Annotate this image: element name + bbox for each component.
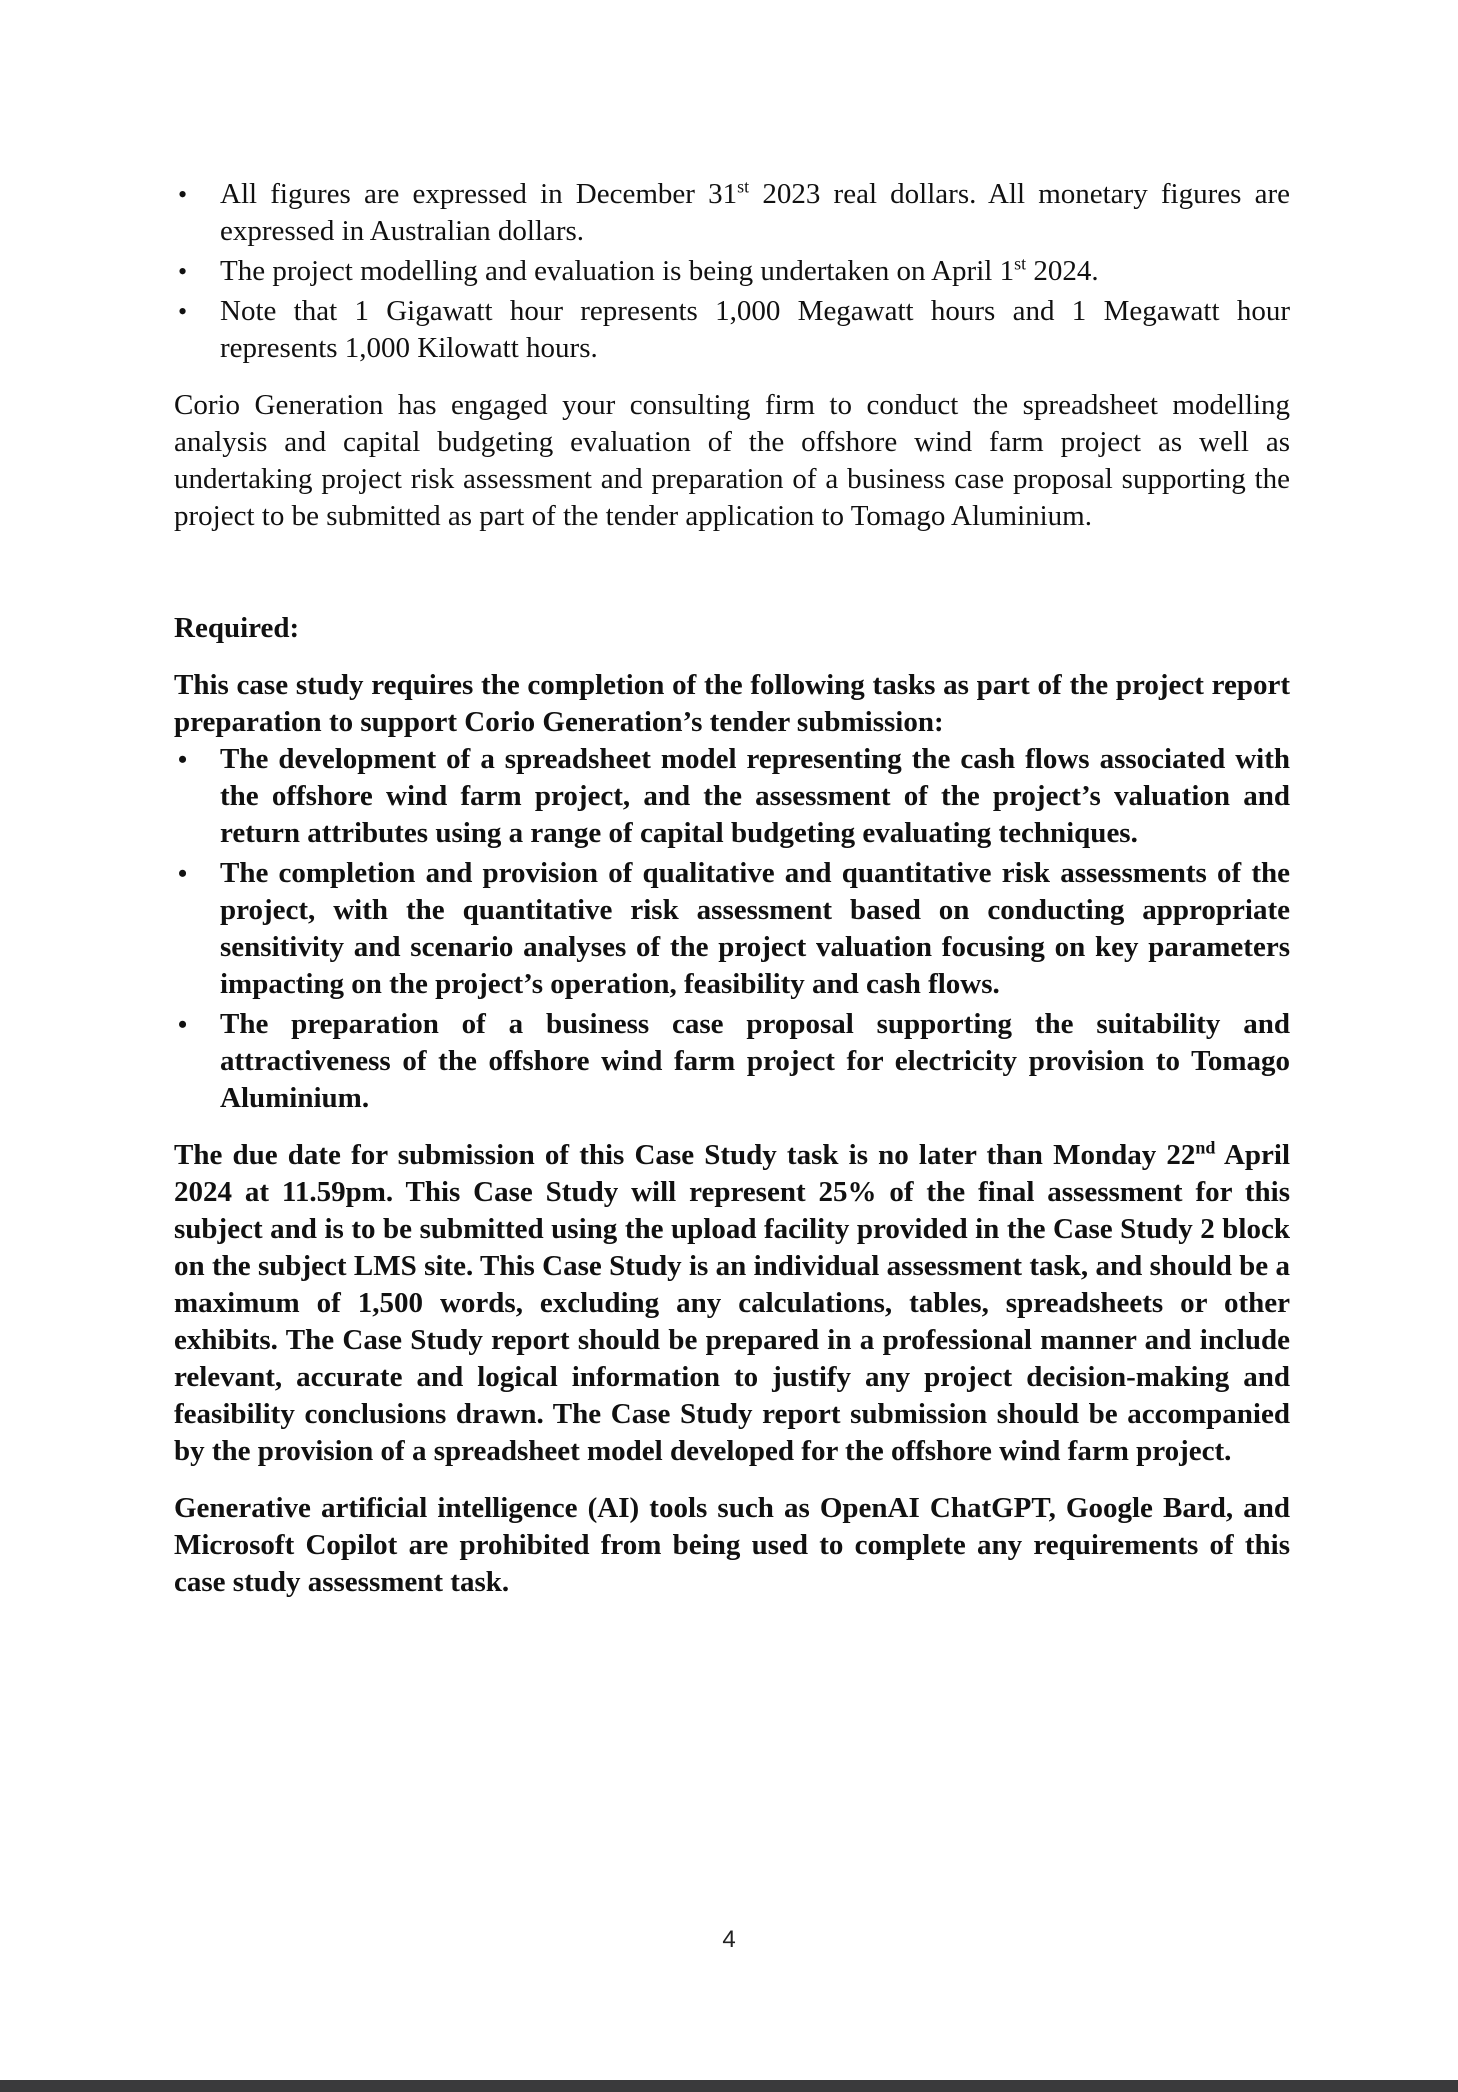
task-text: The completion and provision of qualitative and quantitative risk assessments of the project, with the quantitative risk assessment based on conducting appropriate sensitivity and scenario analyses of the project valuation focusing on key parameters impacting on the project’s operation, feasibility and cash flows. — [220, 857, 1290, 1000]
page-number: 4 — [722, 1926, 736, 1953]
task-item — [174, 741, 1290, 852]
due-date-text: The due date for submission of this Case Study task is no later than Monday 22 — [174, 1139, 1196, 1171]
required-heading: Required: — [174, 612, 300, 644]
due-date-paragraph — [174, 1137, 1290, 1470]
bullet-icon: • — [178, 180, 188, 209]
ordinal-suffix: nd — [1195, 1137, 1216, 1158]
assumption-item — [174, 253, 1290, 290]
task-text: The development of a spreadsheet model representing the cash flows associated with the offshore wind farm project, and the assessment of the project’s valuation and return attributes using a range of capital budgeting evaluating techniques. — [220, 743, 1290, 849]
bullet-icon: • — [178, 297, 188, 326]
task-item — [174, 855, 1290, 1003]
bullet-icon: • — [178, 745, 188, 774]
ordinal-suffix: st — [1014, 253, 1027, 274]
bullet-icon: • — [178, 859, 188, 888]
tasks-list — [174, 741, 1290, 1117]
page-content — [174, 176, 1290, 1601]
required-intro: This case study requires the completion of the following tasks as part of the project report preparation to support Corio Generation’s tender submission: — [174, 669, 1290, 738]
assumption-text: Note that 1 Gigawatt hour represents 1,000 Megawatt hours and 1 Megawatt hour represents 1,000 Kilowatt hours. — [220, 295, 1290, 364]
assumption-text-cont: 2024. — [1026, 255, 1099, 287]
assumption-item — [174, 293, 1290, 367]
task-text: The preparation of a business case proposal supporting the suitability and attractiveness of the offshore wind farm project for electricity provision to Tomago Aluminium. — [220, 1008, 1290, 1114]
bullet-icon: • — [178, 257, 188, 286]
assumption-item — [174, 176, 1290, 250]
assumption-text: All figures are expressed in December 31 — [220, 178, 738, 210]
bullet-icon: • — [178, 1010, 188, 1039]
task-item — [174, 1006, 1290, 1117]
ai-policy-paragraph: Generative artificial intelligence (AI) tools such as OpenAI ChatGPT, Google Bard, and Microsoft Copilot are prohibited from being used to complete any requirements of this case study assessment task. — [174, 1492, 1290, 1598]
due-date-text-cont: April 2024 at 11.59pm. This Case Study will represent 25% of the final assessment for this subject and is to be submitted using the upload facility provided in the Case Study 2 block on the subject LMS site. This Case Study is an individual assessment task, and should be a maximum of 1,500 words, excluding any calculations, tables, spreadsheets or other exhibits. The Case Study report should be prepared in a professional manner and include relevant, accurate and logical information to justify any project decision-making and feasibility conclusions drawn. The Case Study report submission should be accompanied by the provision of a spreadsheet model developed for the offshore wind farm project. — [174, 1139, 1290, 1467]
assumption-text-cont: 2023 real dollars. All monetary figures are expressed in Australian dollars. — [220, 178, 1291, 247]
engagement-paragraph: Corio Generation has engaged your consulting firm to conduct the spreadsheet modelling analysis and capital budgeting evaluation of the offshore wind farm project as well as undertaking project risk assessment and preparation of a business case proposal supporting the project to be submitted as part of the tender application to Tomago Aluminium. — [174, 389, 1290, 532]
viewer-bottom-bar — [0, 2080, 1458, 2092]
assumption-text: The project modelling and evaluation is being undertaken on April 1 — [220, 255, 1015, 287]
ordinal-suffix: st — [737, 176, 750, 197]
assumptions-list — [174, 176, 1290, 367]
